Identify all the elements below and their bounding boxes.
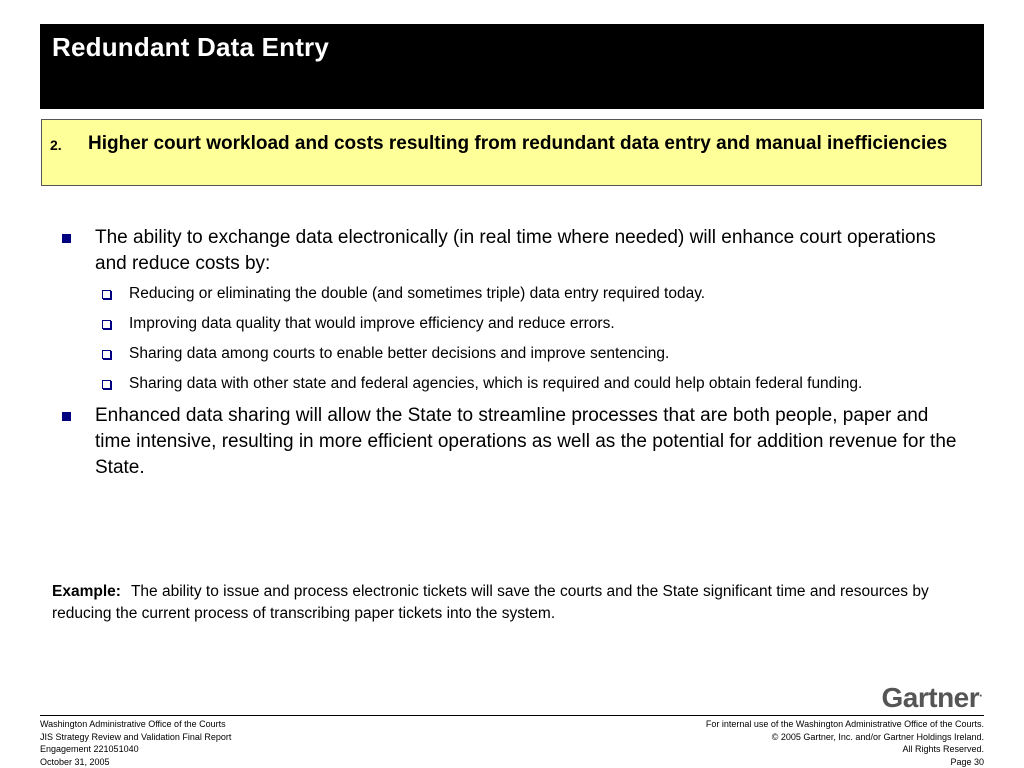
filled-square-icon: [62, 412, 71, 421]
sub-bullet-text: Sharing data among courts to enable better decisions and improve sentencing.: [129, 345, 670, 362]
footer-org: Washington Administrative Office of the Courts: [40, 719, 226, 729]
bullet-list: [62, 225, 962, 487]
example-paragraph: [52, 581, 972, 625]
sub-bullet-item: [62, 343, 962, 365]
footer-engagement: Engagement 221051040: [40, 744, 139, 754]
footer-usage: For internal use of the Washington Administrative Office of the Courts.: [705, 719, 984, 729]
sub-bullet-text: Sharing data with other state and federal agencies, which is required and could help obtain federal funding.: [129, 375, 863, 392]
footer-date: October 31, 2005: [40, 756, 110, 767]
callout-box: [41, 119, 982, 186]
footer-rights: All Rights Reserved.: [902, 744, 984, 754]
footer-left: [40, 718, 231, 768]
sub-bullet-list: [62, 283, 962, 395]
bullet-text: The ability to exchange data electronically (in real time where needed) will enhance court operations and reduce costs by:: [95, 227, 936, 274]
example-text: The ability to issue and process electronic tickets will save the courts and the State significant time and resources by reducing the current process of transcribing paper tickets into the system.: [52, 583, 929, 622]
footer-page-number: Page 30: [950, 756, 984, 767]
page-title: Redundant Data Entry: [52, 32, 330, 62]
hollow-square-icon: [102, 290, 111, 299]
bullet-item: [62, 403, 962, 481]
gartner-logo: [882, 682, 983, 714]
sub-bullet-text: Improving data quality that would improve efficiency and reduce errors.: [129, 315, 615, 332]
sub-bullet-item: [62, 283, 962, 305]
logo-text: Gartner: [881, 682, 980, 713]
callout-text: Higher court workload and costs resulting from redundant data entry and manual inefficiencies: [88, 133, 948, 154]
footer-report: JIS Strategy Review and Validation Final Report: [40, 731, 232, 742]
callout-number: 2.: [50, 137, 62, 153]
logo-mark: .: [979, 685, 982, 700]
footer-divider: [40, 715, 984, 716]
footer-copyright: © 2005 Gartner, Inc. and/or Gartner Holdings Ireland.: [771, 731, 984, 742]
hollow-square-icon: [102, 380, 111, 389]
sub-bullet-item: [62, 373, 962, 395]
footer-right: [706, 718, 984, 768]
sub-bullet-item: [62, 313, 962, 335]
example-label: Example:: [52, 583, 121, 600]
hollow-square-icon: [102, 350, 111, 359]
title-bar: [40, 24, 984, 109]
filled-square-icon: [62, 234, 71, 243]
hollow-square-icon: [102, 320, 111, 329]
sub-bullet-text: Reducing or eliminating the double (and sometimes triple) data entry required today.: [129, 285, 706, 302]
bullet-item: [62, 225, 962, 277]
bullet-text: Enhanced data sharing will allow the State to streamline processes that are both people, paper and time intensive, resulting in more efficient operations as well as the potential for addition revenue for the State.: [95, 405, 957, 478]
